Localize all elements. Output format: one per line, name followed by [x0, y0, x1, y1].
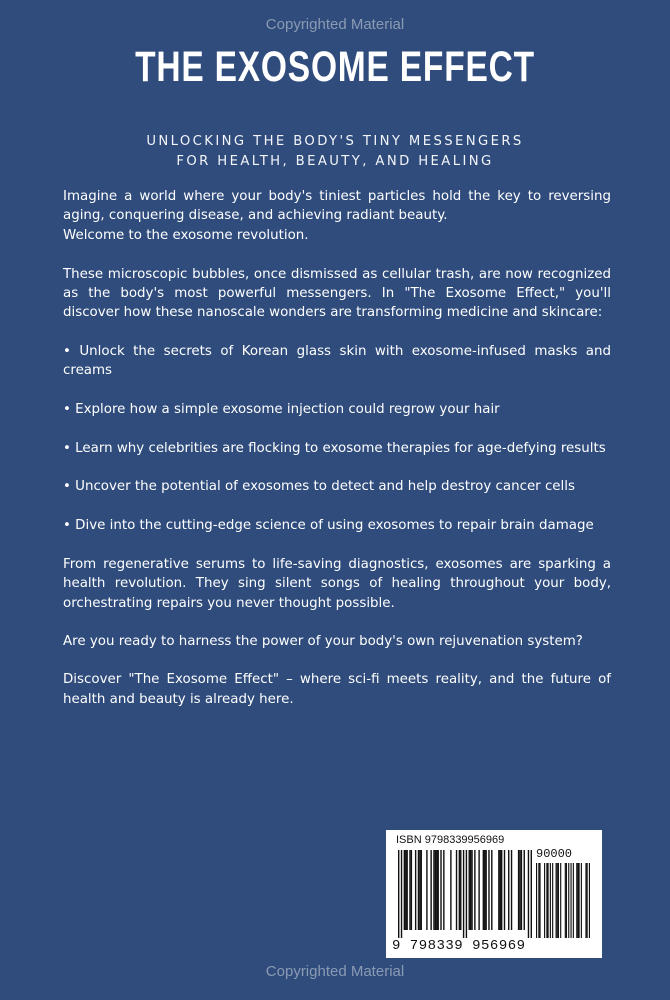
barcode-bar [501, 850, 502, 930]
barcode-bar [579, 863, 580, 938]
barcode-bar [565, 863, 566, 938]
barcode-bar [589, 863, 590, 938]
barcode-bar [581, 863, 582, 938]
barcode-bar [435, 850, 436, 930]
barcode-bar [483, 850, 484, 930]
barcode-bar [470, 850, 471, 930]
copyright-watermark-top: Copyrighted Material [265, 16, 405, 33]
barcode-bar [405, 850, 406, 930]
barcode-bar [587, 863, 588, 938]
barcode-bar [558, 863, 559, 938]
barcode-bar [500, 850, 501, 930]
barcode-bar [478, 850, 479, 930]
intro-paragraph [63, 187, 611, 245]
barcode-bar [498, 850, 499, 930]
ready-paragraph: Are you ready to harness the power of your body's own rejuvenation system? [63, 633, 583, 649]
barcode-bar [437, 850, 438, 930]
isbn-barcode [386, 830, 602, 958]
barcode-bar [536, 863, 537, 938]
barcode-bar [531, 850, 532, 938]
price-code: 90000 [536, 847, 573, 861]
barcode-bar [508, 850, 509, 930]
intro-sentence: Imagine a world where your body's tiniest particles hold the key to reversing aging, conquering disease, and achieving radiant beauty. [63, 189, 611, 224]
blurb [63, 187, 611, 709]
barcode-bar [511, 850, 512, 930]
barcode-bar [577, 863, 578, 938]
subtitle-line-1: UNLOCKING THE BODY'S TINY MESSENGERS [146, 134, 524, 149]
barcode-bar [456, 850, 457, 930]
barcode-bar [528, 850, 529, 938]
barcode-bar [552, 863, 553, 938]
barcode-bar [568, 863, 569, 938]
barcode-bar [401, 850, 402, 938]
barcode-bar [411, 850, 412, 930]
barcode-bar [585, 863, 586, 938]
barcode-bar [521, 850, 522, 930]
isbn-label: ISBN 9798339956969 [396, 834, 505, 846]
barcode-bar [474, 850, 475, 930]
barcode-bar [576, 863, 577, 938]
book-title: THE EXOSOME EFFECT [135, 43, 535, 91]
barcode-bar [419, 850, 420, 930]
benefit-item: • Learn why celebrities are flocking to exosome therapies for age-defying results [63, 439, 611, 458]
barcode-bar [398, 850, 399, 938]
barcode-bar [426, 850, 427, 930]
isbn-digits: 9 798339 956969 [392, 938, 526, 954]
barcode-bar [573, 863, 574, 938]
addon-barcode-bars [536, 863, 590, 938]
ean-barcode-bars [398, 850, 532, 938]
barcode-bar [488, 850, 489, 930]
copyright-watermark-bottom: Copyrighted Material [265, 963, 405, 980]
barcode-bar [556, 863, 557, 938]
barcode-bar [491, 850, 492, 930]
barcode-bar [519, 850, 520, 930]
barcode-bar [409, 850, 410, 930]
barcode-bar [440, 850, 441, 930]
barcode-bar [518, 850, 519, 930]
barcode-bar [459, 850, 460, 930]
barcode-bar [443, 850, 444, 930]
barcode-bar [485, 850, 486, 930]
barcode-bar [433, 850, 434, 930]
barcode-bar [436, 850, 437, 930]
discover-paragraph: These microscopic bubbles, once dismissed as cellular trash, are now recognized as the body's most powerful messengers. In "The Exosome Effect," you'll discover how these nanoscale wonders are transforming medicine and skincare: [63, 266, 611, 321]
barcode-bar [406, 850, 407, 930]
barcode-bar [547, 863, 548, 938]
barcode-bar [450, 850, 451, 930]
barcode-bar [484, 850, 485, 930]
barcode-bar [504, 850, 505, 930]
barcode-bar [418, 850, 419, 930]
barcode-bar [544, 863, 545, 938]
barcode-bar [404, 850, 405, 930]
barcode-bar [538, 863, 539, 938]
barcode-bar [463, 850, 464, 938]
barcode-bar [469, 850, 470, 930]
regen-paragraph: From regenerative serums to life-saving diagnostics, exosomes are sparking a health revolution. They sing silent songs of healing throughout your body, orchestrating repairs you never thought possible. [63, 557, 611, 611]
barcode-bar [460, 850, 461, 930]
book-subtitle [0, 132, 670, 172]
barcode-bar [546, 863, 547, 938]
barcode-bar [539, 863, 540, 938]
barcode-bar [524, 850, 525, 930]
barcode-bar [415, 850, 416, 930]
barcode-bar [570, 863, 571, 938]
benefit-item: • Uncover the potential of exosomes to detect and help destroy cancer cells [63, 477, 611, 496]
subtitle-line-2: FOR HEALTH, BEAUTY, AND HEALING [176, 154, 494, 169]
benefit-item: • Explore how a simple exosome injection could regrow your hair [63, 400, 611, 419]
barcode-bar [557, 863, 558, 938]
intro-welcome: Welcome to the exosome revolution. [63, 227, 309, 243]
benefit-item: • Unlock the secrets of Korean glass skin with exosome-infused masks and creams [63, 342, 611, 381]
barcode-bar [430, 850, 431, 930]
closing-paragraph: Discover "The Exosome Effect" – where sci-fi meets reality, and the future of health and beauty is already here. [63, 672, 611, 707]
benefit-list [63, 342, 611, 536]
barcode-bar [466, 850, 467, 938]
barcode-bar [421, 850, 422, 930]
barcode-bar [566, 863, 567, 938]
barcode-bar [550, 863, 551, 938]
benefit-item: • Dive into the cutting-edge science of using exosomes to repair brain damage [63, 516, 611, 535]
barcode-bar [560, 863, 561, 938]
barcode-bar [471, 850, 472, 930]
